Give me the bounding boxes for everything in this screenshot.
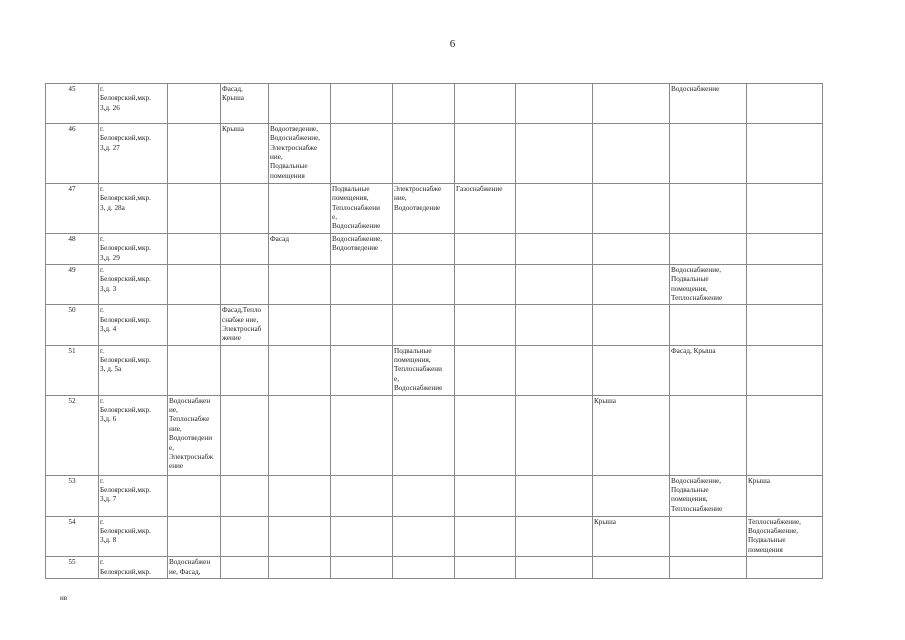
works-cell — [221, 516, 269, 556]
works-cell — [516, 345, 593, 395]
works-cell — [221, 345, 269, 395]
works-cell — [593, 184, 670, 234]
works-cell — [593, 264, 670, 304]
works-cell — [393, 84, 455, 124]
works-cell — [168, 264, 221, 304]
table-row — [46, 395, 823, 475]
row-number-cell: 45 — [46, 84, 99, 124]
works-cell — [593, 305, 670, 345]
works-cell — [670, 395, 747, 475]
works-cell — [269, 84, 331, 124]
works-cell: Крыша — [593, 395, 670, 475]
address-cell: г. Белоярский,мкр. 3,д. 8 — [99, 516, 168, 556]
works-cell — [393, 264, 455, 304]
works-cell — [269, 557, 331, 579]
works-cell — [168, 475, 221, 516]
works-cell — [455, 84, 516, 124]
works-cell: Газоснабжение — [455, 184, 516, 234]
works-cell — [331, 264, 393, 304]
works-cell — [516, 233, 593, 264]
works-cell — [516, 516, 593, 556]
works-cell — [269, 184, 331, 234]
works-cell — [670, 124, 747, 184]
works-cell — [221, 233, 269, 264]
works-cell — [455, 264, 516, 304]
works-cell — [168, 124, 221, 184]
works-cell — [393, 475, 455, 516]
works-cell — [393, 124, 455, 184]
works-cell — [593, 124, 670, 184]
address-cell: г. Белоярский,мкр. 3, д. 5а — [99, 345, 168, 395]
address-cell: г. Белоярский,мкр. 3,д. 29 — [99, 233, 168, 264]
works-cell — [269, 345, 331, 395]
works-cell — [516, 305, 593, 345]
address-cell: г. Белоярский,мкр. — [99, 557, 168, 579]
table-row — [46, 264, 823, 304]
row-number-cell: 48 — [46, 233, 99, 264]
works-cell: Крыша — [747, 475, 823, 516]
works-cell — [747, 395, 823, 475]
works-cell — [269, 305, 331, 345]
works-cell — [516, 84, 593, 124]
row-number-cell: 52 — [46, 395, 99, 475]
works-cell — [331, 395, 393, 475]
table-row — [46, 345, 823, 395]
works-cell: Фасад,Тепло снабже ние, Электроснаб жение — [221, 305, 269, 345]
row-number-cell: 54 — [46, 516, 99, 556]
works-cell — [593, 557, 670, 579]
works-cell — [269, 395, 331, 475]
works-cell — [269, 264, 331, 304]
works-cell — [670, 305, 747, 345]
works-cell: Водоснабжение, Подвальные помещения, Теплоснабжение — [670, 475, 747, 516]
address-cell: г. Белоярский,мкр. 3, д. 28а — [99, 184, 168, 234]
works-cell: Фасад, Крыша — [221, 84, 269, 124]
works-cell: Фасад, Крыша — [670, 345, 747, 395]
works-cell — [747, 305, 823, 345]
address-cell: г. Белоярский,мкр. 3,д. 7 — [99, 475, 168, 516]
works-cell — [269, 475, 331, 516]
works-cell — [747, 264, 823, 304]
row-number-cell: 55 — [46, 557, 99, 579]
works-cell — [455, 124, 516, 184]
row-number-cell: 46 — [46, 124, 99, 184]
works-cell — [593, 475, 670, 516]
works-cell — [331, 124, 393, 184]
works-cell: Водоснабжен ие, Фасад, — [168, 557, 221, 579]
works-cell — [455, 305, 516, 345]
works-cell: Водоотведение, Водоснабжение, Электроснабже ние, Подвальные помещения — [269, 124, 331, 184]
works-cell: Водоснабжен ие, Теплоснабже ние, Водоотведени е, Электроснабж ение — [168, 395, 221, 475]
works-cell — [168, 233, 221, 264]
works-cell — [747, 345, 823, 395]
works-cell: Подвальные помещения, Теплоснабжени е, Водоснабжение — [331, 184, 393, 234]
works-cell — [168, 305, 221, 345]
works-cell: Водоснабжение — [670, 84, 747, 124]
works-cell — [747, 557, 823, 579]
works-cell — [747, 184, 823, 234]
works-cell — [269, 516, 331, 556]
works-cell: Крыша — [593, 516, 670, 556]
works-cell — [393, 305, 455, 345]
works-cell — [331, 84, 393, 124]
footer-mark: нв — [60, 594, 68, 602]
works-cell — [331, 345, 393, 395]
works-cell — [221, 264, 269, 304]
works-cell — [455, 395, 516, 475]
works-cell — [516, 184, 593, 234]
works-cell — [747, 124, 823, 184]
table-row — [46, 557, 823, 579]
works-cell — [670, 184, 747, 234]
works-cell — [516, 395, 593, 475]
works-cell — [455, 475, 516, 516]
row-number-cell: 49 — [46, 264, 99, 304]
table-row — [46, 305, 823, 345]
works-cell: Электроснабже ние, Водоотведение — [393, 184, 455, 234]
works-cell — [393, 557, 455, 579]
works-cell — [516, 475, 593, 516]
address-cell: г. Белоярский,мкр. 3,д. 27 — [99, 124, 168, 184]
works-cell — [168, 345, 221, 395]
works-cell — [331, 475, 393, 516]
table-row — [46, 516, 823, 556]
works-cell — [221, 184, 269, 234]
works-cell — [516, 124, 593, 184]
row-number-cell: 50 — [46, 305, 99, 345]
table-row — [46, 184, 823, 234]
page-number: 6 — [449, 38, 456, 50]
works-cell — [593, 345, 670, 395]
row-number-cell: 51 — [46, 345, 99, 395]
repair-schedule-table — [45, 83, 823, 579]
works-cell — [455, 345, 516, 395]
works-cell — [455, 233, 516, 264]
works-cell — [168, 84, 221, 124]
works-cell: Подвальные помещения, Теплоснабжени е, Водоснабжение — [393, 345, 455, 395]
works-cell — [221, 557, 269, 579]
works-cell: Фасад — [269, 233, 331, 264]
works-cell — [747, 233, 823, 264]
works-cell — [516, 557, 593, 579]
works-cell — [593, 84, 670, 124]
address-cell: г. Белоярский,мкр. 3,д. 6 — [99, 395, 168, 475]
works-cell: Водоснабжение, Водоотведение — [331, 233, 393, 264]
table-row — [46, 84, 823, 124]
works-cell: Крыша — [221, 124, 269, 184]
works-cell — [455, 557, 516, 579]
row-number-cell: 53 — [46, 475, 99, 516]
works-cell: Водоснабжение, Подвальные помещения, Теплоснабжение — [670, 264, 747, 304]
works-cell — [670, 557, 747, 579]
works-cell — [331, 305, 393, 345]
address-cell: г. Белоярский,мкр. 3,д. 26 — [99, 84, 168, 124]
works-cell — [168, 516, 221, 556]
works-cell — [331, 557, 393, 579]
works-cell — [393, 516, 455, 556]
works-cell — [393, 395, 455, 475]
table-row — [46, 124, 823, 184]
works-cell — [455, 516, 516, 556]
works-cell — [221, 475, 269, 516]
table-row — [46, 475, 823, 516]
works-cell — [168, 184, 221, 234]
address-cell: г. Белоярский,мкр. 3,д. 3 — [99, 264, 168, 304]
works-cell — [393, 233, 455, 264]
row-number-cell: 47 — [46, 184, 99, 234]
works-cell — [593, 233, 670, 264]
works-cell — [221, 395, 269, 475]
works-cell — [670, 233, 747, 264]
address-cell: г. Белоярский,мкр. 3,д. 4 — [99, 305, 168, 345]
works-cell — [331, 516, 393, 556]
works-cell — [516, 264, 593, 304]
table-row — [46, 233, 823, 264]
works-cell — [670, 516, 747, 556]
works-cell: Теплоснабжение, Водоснабжение, Подвальные помещения — [747, 516, 823, 556]
works-cell — [747, 84, 823, 124]
